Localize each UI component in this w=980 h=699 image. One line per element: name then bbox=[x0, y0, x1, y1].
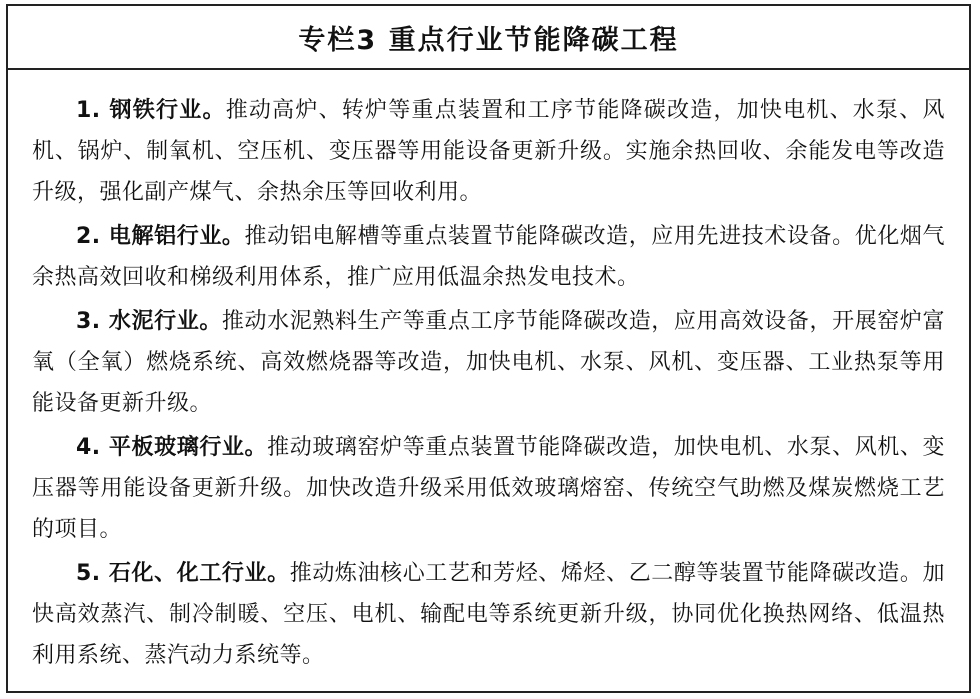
column-box bbox=[6, 4, 971, 693]
item-body: 推动铝电解槽等重点装置节能降碳改造，应用先进技术设备。优化烟气余热高效回收和梯级利用体系，推广应用低温余热发电技术。 bbox=[32, 224, 945, 290]
item-aluminum bbox=[32, 216, 945, 298]
item-cement bbox=[32, 301, 945, 424]
column-title: 专栏3 重点行业节能降碳工程 bbox=[298, 24, 679, 56]
item-lead: 5. 石化、化工行业。 bbox=[76, 561, 290, 586]
item-steel bbox=[32, 90, 945, 213]
title-bar bbox=[8, 6, 969, 70]
item-lead: 1. 钢铁行业。 bbox=[76, 98, 226, 123]
item-lead: 2. 电解铝行业。 bbox=[76, 224, 245, 249]
item-body: 推动水泥熟料生产等重点工序节能降碳改造，应用高效设备，开展窑炉富氧（全氧）燃烧系统、高效燃烧器等改造，加快电机、水泵、风机、变压器、工业热泵等用能设备更新升级。 bbox=[32, 309, 945, 416]
item-glass bbox=[32, 427, 945, 550]
item-body: 推动高炉、转炉等重点装置和工序节能降碳改造，加快电机、水泵、风机、锅炉、制氧机、空压机、变压器等用能设备更新升级。实施余热回收、余能发电等改造升级，强化副产煤气、余热余压等回收利用。 bbox=[32, 98, 945, 205]
item-lead: 3. 水泥行业。 bbox=[76, 309, 222, 334]
item-body: 推动炼油核心工艺和芳烃、烯烃、乙二醇等装置节能降碳改造。加快高效蒸汽、制冷制暖、空压、电机、输配电等系统更新升级，协同优化换热网络、低温热利用系统、蒸汽动力系统等。 bbox=[32, 561, 945, 668]
item-body: 推动玻璃窑炉等重点装置节能降碳改造，加快电机、水泵、风机、变压器等用能设备更新升级。加快改造升级采用低效玻璃熔窑、传统空气助燃及煤炭燃烧工艺的项目。 bbox=[32, 435, 945, 542]
item-petrochemical bbox=[32, 553, 945, 676]
column-content bbox=[8, 70, 969, 676]
item-lead: 4. 平板玻璃行业。 bbox=[76, 435, 268, 460]
